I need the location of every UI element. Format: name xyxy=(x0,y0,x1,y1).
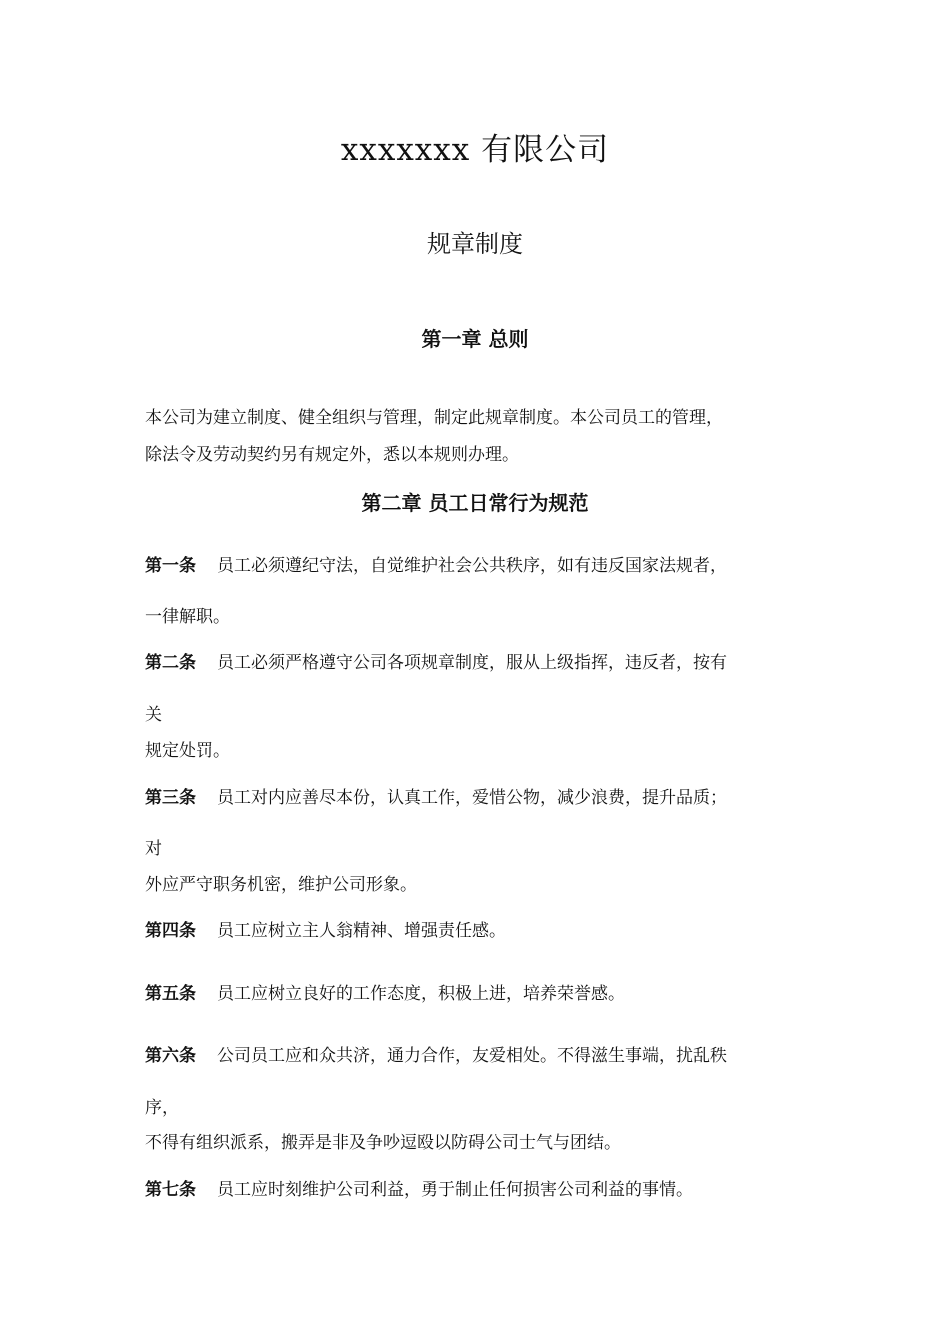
chapter-1-paragraph-line-1: 本公司为建立制度、健全组织与管理，制定此规章制度。本公司员工的管理， xyxy=(145,408,723,428)
article-5-label: 第五条 xyxy=(145,984,196,1004)
article-1-continuation-1: 一律解职。 xyxy=(145,607,230,627)
company-title: xxxxxxx 有限公司 xyxy=(340,132,610,168)
article-3-continuation-1: 对 xyxy=(145,839,162,859)
article-4-text: 员工应树立主人翁精神、增强责任感。 xyxy=(217,921,506,941)
article-1-label: 第一条 xyxy=(145,556,196,576)
article-7 xyxy=(145,1175,810,1205)
article-2 xyxy=(145,648,810,678)
article-1 xyxy=(145,551,810,581)
document-title: 规章制度 xyxy=(427,230,523,258)
article-3 xyxy=(145,783,810,813)
chapter-1-heading: 第一章 总则 xyxy=(421,327,529,351)
article-3-label: 第三条 xyxy=(145,788,196,808)
article-6 xyxy=(145,1041,810,1071)
article-2-continuation-2: 规定处罚。 xyxy=(145,741,230,761)
article-5 xyxy=(145,979,810,1009)
chapter-1-paragraph-line-2: 除法令及劳动契约另有规定外，悉以本规则办理。 xyxy=(145,445,519,465)
article-5-text: 员工应树立良好的工作态度，积极上进，培养荣誉感。 xyxy=(217,984,625,1004)
article-4 xyxy=(145,916,810,946)
article-7-text: 员工应时刻维护公司利益，勇于制止任何损害公司利益的事情。 xyxy=(217,1180,693,1200)
article-2-continuation-1: 关 xyxy=(145,705,162,725)
article-3-continuation-2: 外应严守职务机密，维护公司形象。 xyxy=(145,875,417,895)
article-6-continuation-1: 序， xyxy=(145,1098,179,1118)
article-4-label: 第四条 xyxy=(145,921,196,941)
article-6-continuation-2: 不得有组织派系，搬弄是非及争吵逗殴以防碍公司士气与团结。 xyxy=(145,1133,621,1153)
article-3-text: 员工对内应善尽本份，认真工作，爱惜公物，减少浪费，提升品质； xyxy=(217,788,727,808)
article-6-label: 第六条 xyxy=(145,1046,196,1066)
chapter-2-heading: 第二章 员工日常行为规范 xyxy=(361,491,589,515)
article-1-text: 员工必须遵纪守法，自觉维护社会公共秩序，如有违反国家法规者， xyxy=(217,556,727,576)
article-2-text: 员工必须严格遵守公司各项规章制度，服从上级指挥，违反者，按有 xyxy=(217,653,727,673)
article-7-label: 第七条 xyxy=(145,1180,196,1200)
article-2-label: 第二条 xyxy=(145,653,196,673)
article-6-text: 公司员工应和众共济，通力合作，友爱相处。不得滋生事端，扰乱秩 xyxy=(217,1046,727,1066)
